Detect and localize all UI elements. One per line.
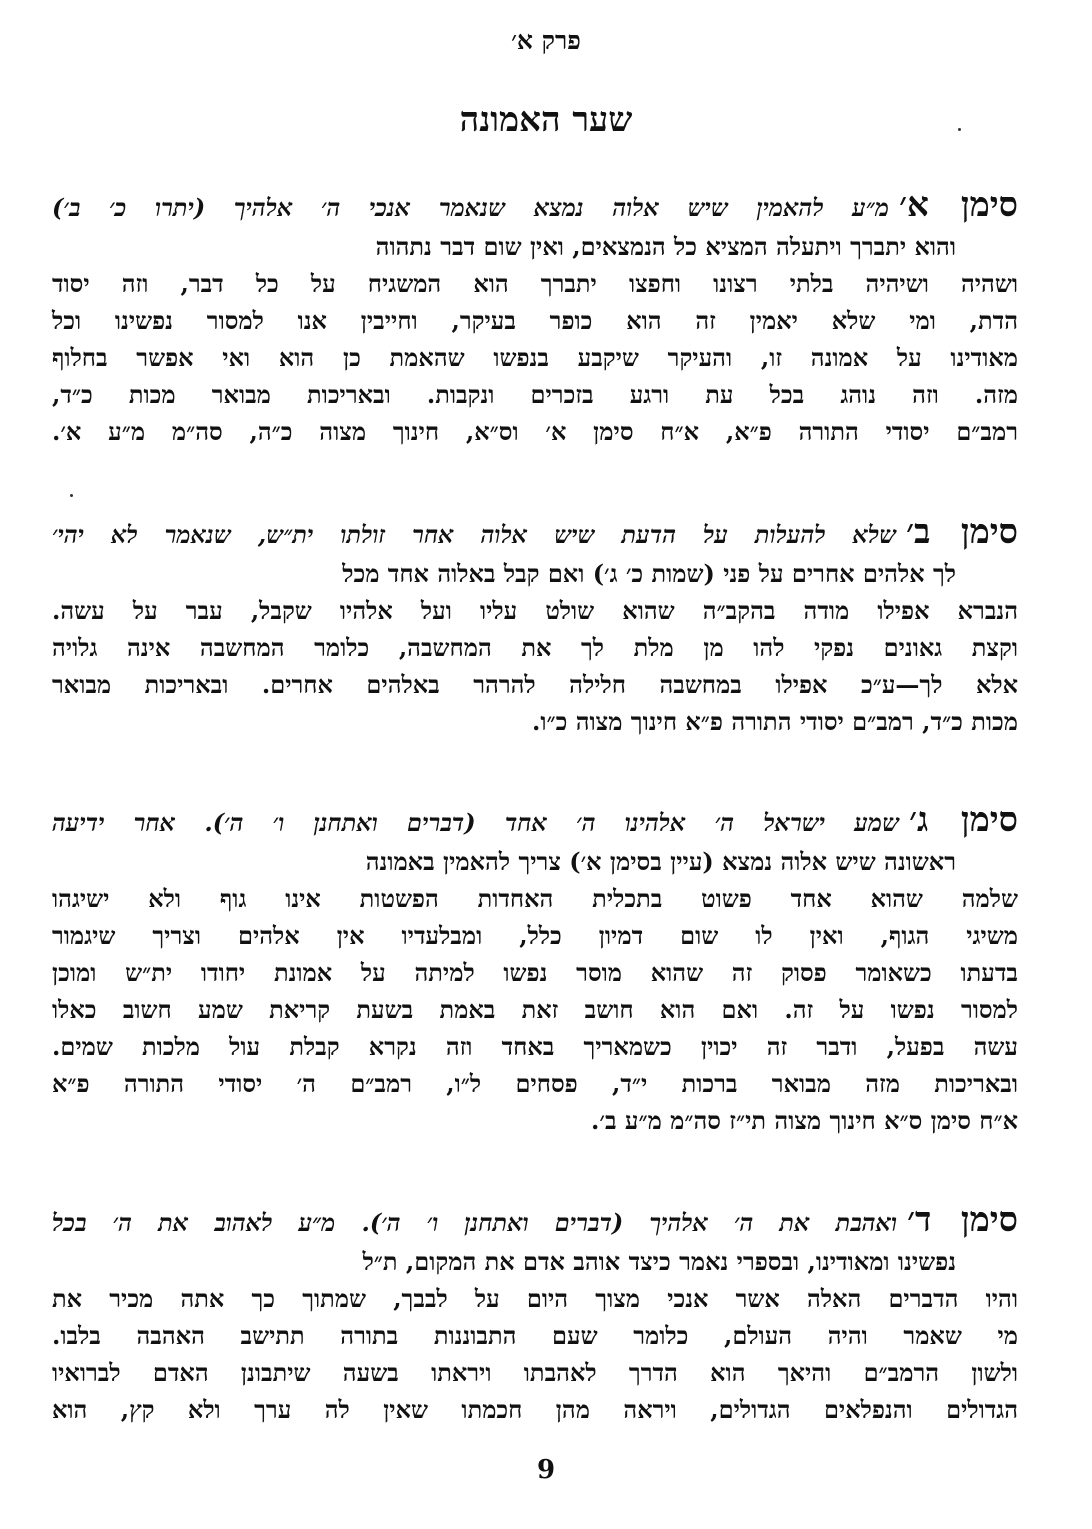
section-lead-text: ואהבת את ה׳ אלהיך (דברים ואתחנן ו׳ ה׳). מ״ע לאהוב את ה׳ בכל — [52, 1208, 898, 1237]
text-line: הגדולים והנפלאים הגדולים, ויראה מהן חכמתו שאין לה ערך ולא קץ, הוא — [52, 1395, 1018, 1424]
text-line: בדעתו כשאומר פסוק זה שהוא מוסר נפשו למיתה על אמונת יחודו ית״ש ומוכן — [52, 958, 1018, 987]
section-first-line — [52, 1200, 1019, 1240]
text-line: מאודינו על אמונה זו, והעיקר שיקבע בנפשו שהאמת כן הוא ואי אפשר בחלוף — [52, 343, 1018, 372]
text-line: מזה. וזה נוהג בכל עת ורגע בזכרים ונקבות. ובאריכות מבואר מכות כ״ד, — [52, 380, 1018, 409]
text-line: מכות כ״ד, רמב״ם יסודי התורה פ״א חינוך מצוה כ״ו. — [532, 707, 1018, 736]
text-line: אלא לך—ע״כ אפילו במחשבה חלילה להרהר באלהים אחרים. ובאריכות מבואר — [52, 670, 1018, 699]
section-heading: סימן ג׳ — [909, 800, 1018, 840]
scan-speck — [70, 494, 73, 497]
text-line: הנברא אפילו מודה בהקב״ה שהוא שולט עליו ועל אלהיו שקבל, עבר על עשה. — [52, 596, 1018, 625]
section-heading: סימן ד׳ — [907, 1200, 1019, 1240]
gate-title: שער האמונה — [459, 100, 633, 140]
text-line: עשה בפעל, ודבר זה יכוין כשמאריך באחד וזה נקרא קבלת עול מלכות שמים. — [52, 1032, 1018, 1061]
section-heading: סימן ב׳ — [906, 512, 1018, 552]
section-lead-text: שמע ישראל ה׳ אלהינו ה׳ אחד (דברים ואתחנן ו׳ ה׳). אחר ידיעה — [52, 808, 900, 837]
text-line: ושהיה ושיהיה בלתי רצונו וחפצו יתברך הוא המשגיח על כל דבר, וזה יסוד — [52, 269, 1018, 298]
text-line: נפשינו ומאודינו, ובספרי נאמר כיצד אוהב אדם את המקום, ת״ל — [362, 1247, 956, 1276]
chapter-heading: פרק א׳ — [511, 26, 581, 55]
text-line: מי שאמר והיה העולם, כלומר שעם התבוננות בתורה תתישב האהבה בלבו. — [52, 1321, 1018, 1350]
text-line: ובאריכות מזה מבואר ברכות י״ד, פסחים ל״ו, רמב״ם ה׳ יסודי התורה פ״א — [52, 1069, 1018, 1098]
scan-speck — [958, 128, 961, 131]
text-line: א״ח סימן ס״א חינוך מצוה תי״ז סה״מ מ״ע ב׳. — [591, 1106, 1018, 1135]
text-line: לך אלהים אחרים על פני (שמות כ׳ ג׳) ואם קבל באלוה אחד מכל — [342, 559, 956, 588]
section-first-line — [52, 512, 1018, 552]
text-line: והיו הדברים האלה אשר אנכי מצוך היום על לבבך, שמתוך כך אתה מכיר את — [52, 1284, 1018, 1313]
section-first-line — [52, 185, 1018, 225]
text-line: שלמה שהוא אחד פשוט בתכלית האחדות הפשטות אינו גוף ולא ישיגהו — [52, 884, 1018, 913]
section-heading: סימן א׳ — [899, 185, 1018, 225]
text-line: ראשונה שיש אלוה נמצא (עיין בסימן א׳) צריך להאמין באמונה — [365, 847, 956, 876]
text-line: וקצת גאונים נפקי להו מן מלת לך את המחשבה, כלומר המחשבה אינה גלויה — [52, 633, 1018, 662]
section-first-line — [52, 800, 1018, 840]
text-line: הדת, ומי שלא יאמין זה הוא כופר בעיקר, וחייבין אנו למסור נפשינו וכל — [52, 306, 1018, 335]
text-line: משיגי הגוף, ואין לו שום דמיון כלל, ומבלעדיו אין אלהים וצריך שיגמור — [52, 921, 1018, 950]
text-line: והוא יתברך ויתעלה המציא כל הנמצאים, ואין שום דבר נתהוה — [375, 232, 956, 261]
text-line: ולשון הרמב״ם והיאך הוא הדרך לאהבתו ויראתו בשעה שיתבונן האדם לברואיו — [52, 1358, 1018, 1387]
section-lead-text: שלא להעלות על הדעת שיש אלוה אחר זולתו ית״ש, שנאמר לא יהי׳ — [52, 520, 897, 549]
text-line: רמב״ם יסודי התורה פ״א, א״ח סימן א׳ וס״א, חינוך מצוה כ״ה, סה״מ מ״ע א׳. — [52, 417, 1019, 446]
page-number: 9 — [536, 1455, 556, 1485]
section-lead-text: מ״ע להאמין שיש אלוה נמצא שנאמר אנכי ה׳ אלהיך (יתרו כ׳ ב׳) — [52, 193, 890, 222]
text-line: למסור נפשו על זה. ואם הוא חושב זאת באמת בשעת קריאת שמע חשוב כאלו — [52, 995, 1018, 1024]
